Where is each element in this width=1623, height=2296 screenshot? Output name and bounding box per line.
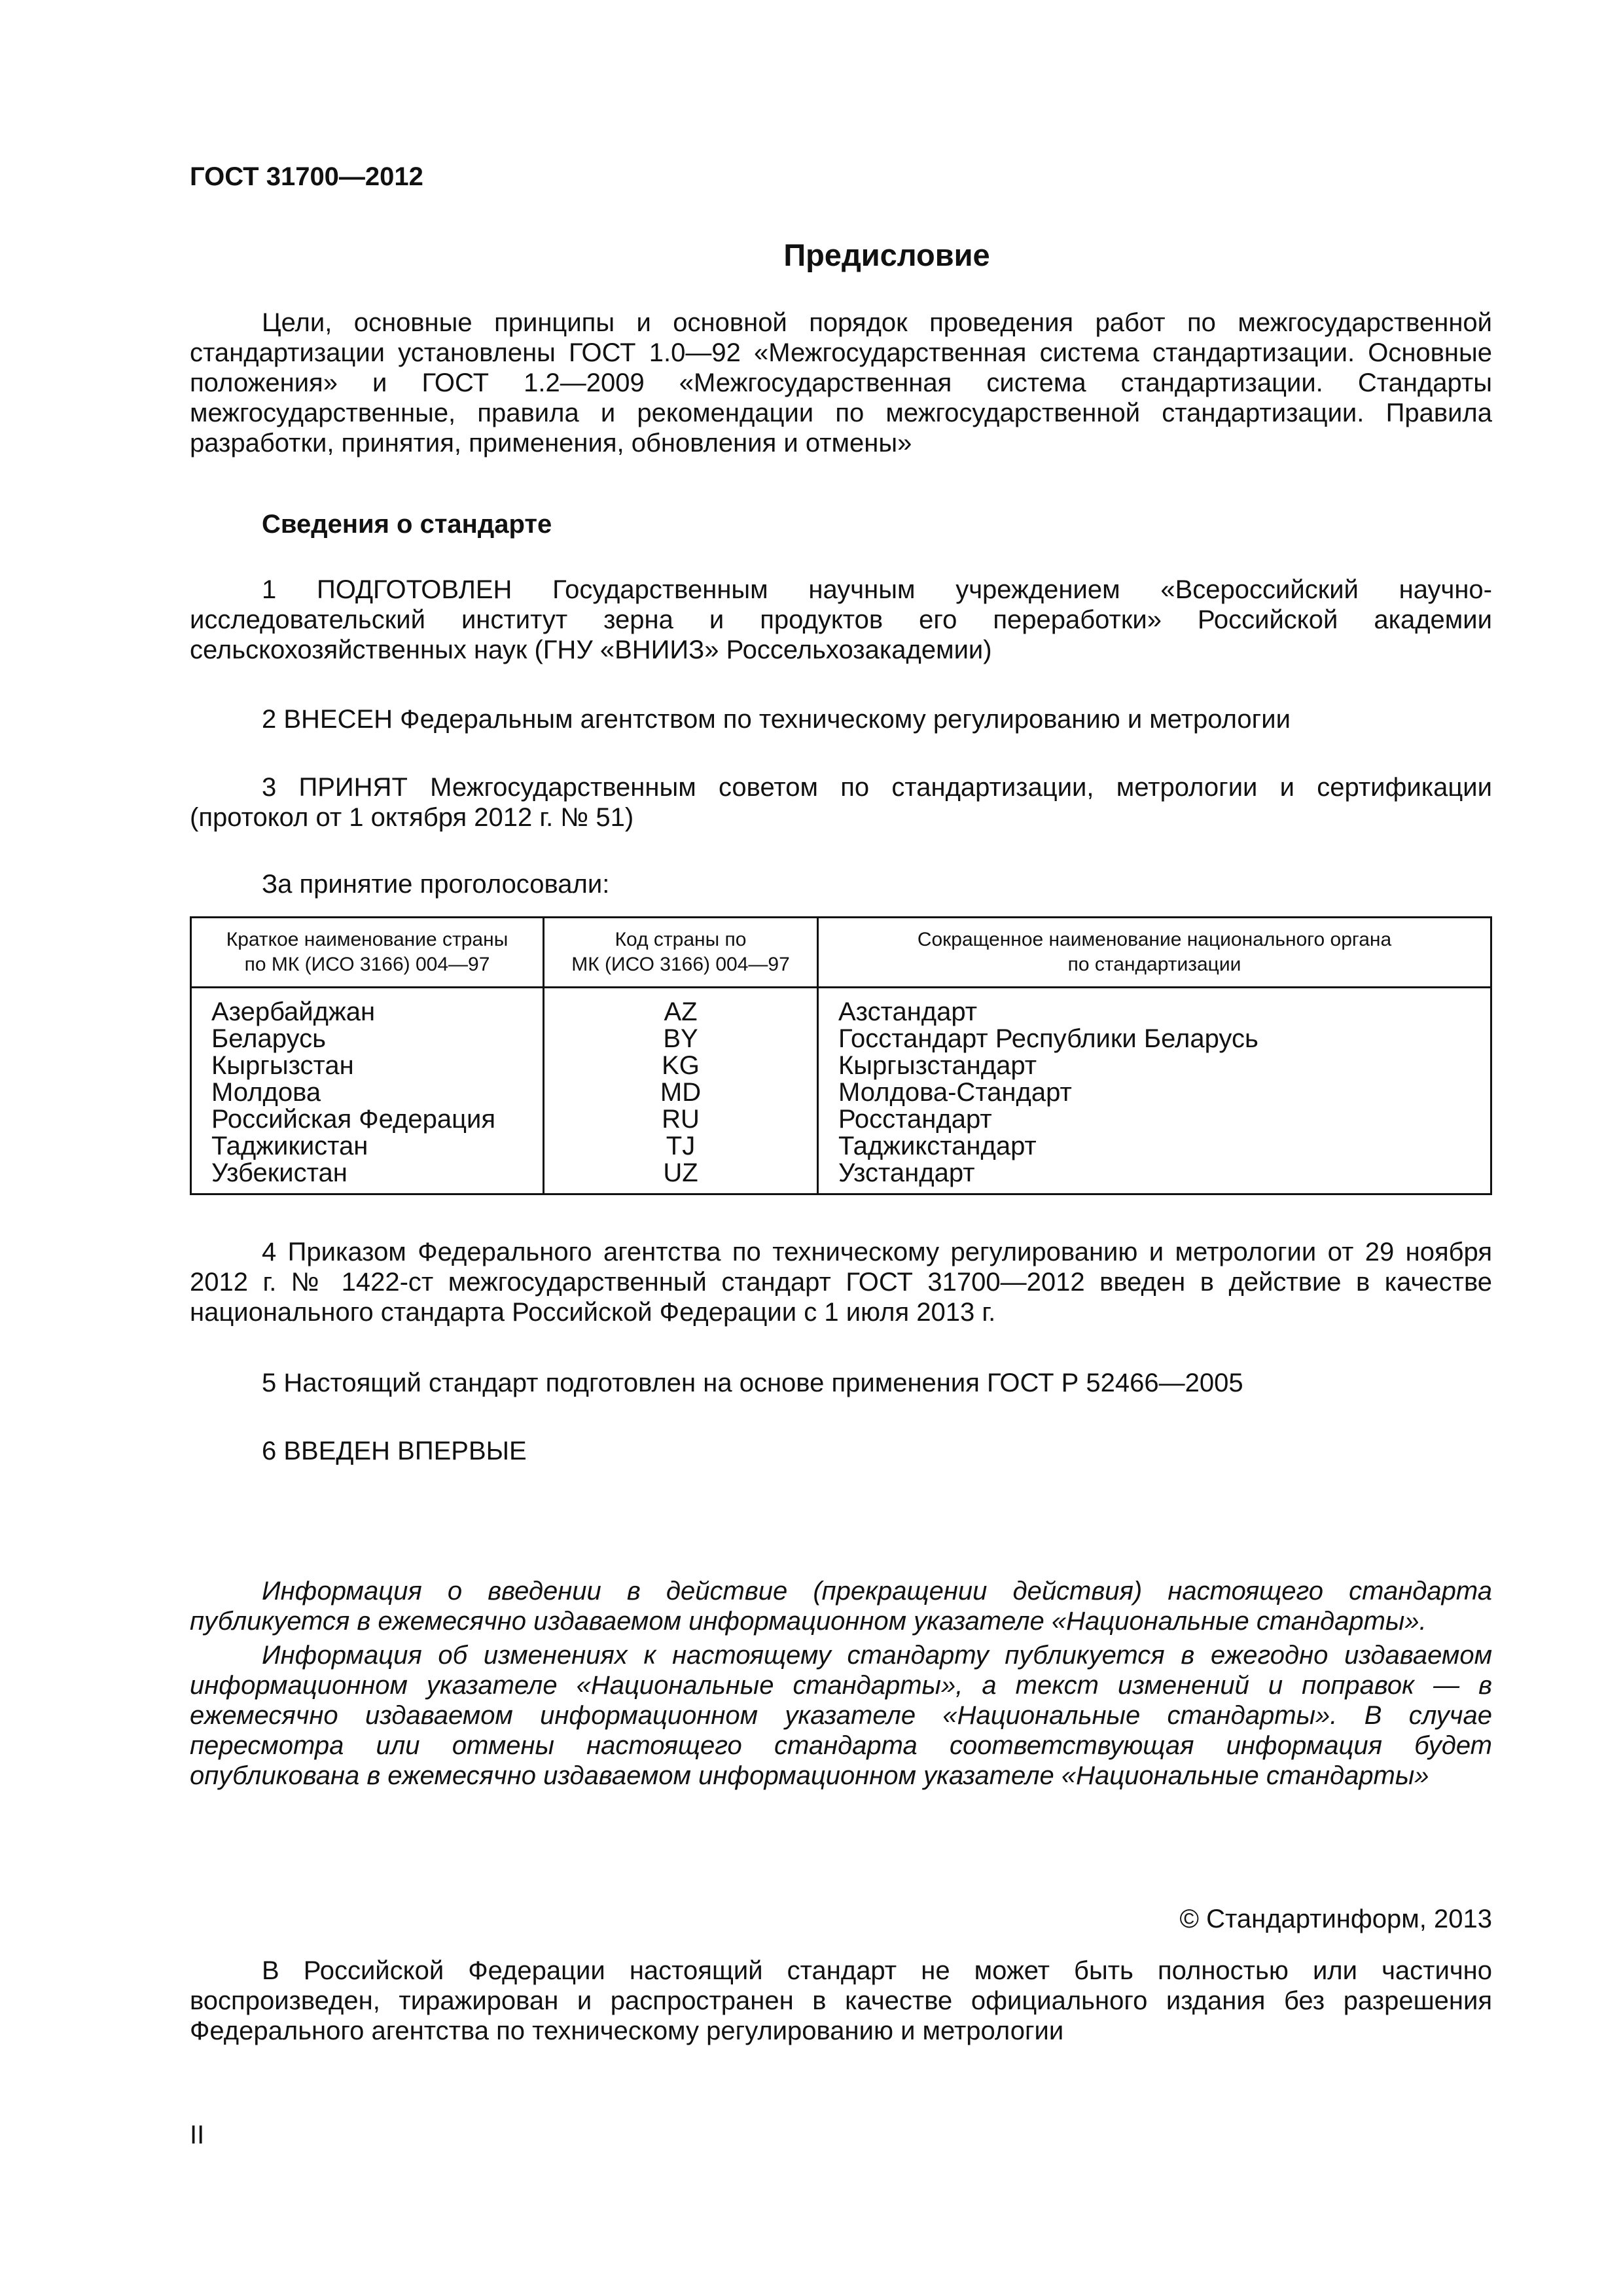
code-cell: MD [660,1078,702,1107]
code-cell: RU [662,1105,700,1134]
country-cell: Кыргызстан [211,1051,354,1080]
country-cell: Российская Федерация [211,1105,496,1134]
header-code-line1: Код страны по [615,929,747,950]
section-heading: Сведения о стандарте [262,510,552,539]
intro-paragraph: Цели, основные принципы и основной порядок проведения работ по межгосударственной стандартизации установлены ГОСТ 1.0—92 «Межгосударственная система стандартизации. Основные положения» и ГОСТ 1.2—2009 «Межгосударственная система стандартизации. Стандарты межгосударственные, правила и рекомендации по межгосударственной стандартизации. Правила разработки, принятия, применения, обновления и отмены» [190,308,1492,457]
item-5: 5 Настоящий стандарт подготовлен на основе применения ГОСТ Р 52466—2005 [262,1369,1243,1397]
country-cell: Азербайджан [211,997,376,1026]
body-cell: Таджикстандарт [838,1132,1037,1160]
header-country-line1: Краткое наименование страны [226,929,508,950]
page-number: II [190,2121,205,2149]
reproduction-notice: В Российской Федерации настоящий стандарт не может быть полностью или частично воспроизведен, тиражирован и распространен в качестве официального издания без разрешения Федерального агентства по техническому регулированию и метрологии [190,1956,1492,2045]
country-cell: Беларусь [211,1024,326,1053]
page-title: Предисловие [783,238,990,272]
header-body [818,918,1491,988]
header-body-line2: по стандартизации [1067,954,1241,975]
body-cell: Молдова-Стандарт [838,1078,1072,1107]
country-cell: Таджикистан [211,1132,368,1160]
header-country-line2: по МК (ИСО 3166) 004—97 [244,954,490,975]
code-cell: TJ [666,1132,696,1160]
item-6: 6 ВВЕДЕН ВПЕРВЫЕ [262,1437,527,1465]
code-cell: AZ [664,997,698,1026]
header-body-line1: Сокращенное наименование национального органа [917,929,1392,950]
header-country [191,918,544,988]
code-cell: UZ [663,1158,698,1187]
body-cell: Узстандарт [838,1158,975,1187]
country-column [191,988,544,1194]
code-column [544,988,818,1194]
table-header-row [191,918,1491,988]
info-paragraph-2: Информация об изменениях к настоящему стандарту публикуется в ежегодно издаваемом информационном указателе «Национальные стандарты», а текст изменений и поправок — в ежемесячно издаваемом информационном указателе «Национальные стандарты». В случае пересмотра или отмены настоящего стандарта соответствующая информация будет опубликована в ежемесячно издаваемом информационном указателе «Национальные стандарты» [190,1641,1492,1790]
code-cell: KG [662,1051,700,1080]
body-cell: Росстандарт [838,1105,992,1134]
header-code-line2: МК (ИСО 3166) 004—97 [571,954,790,975]
document-code: ГОСТ 31700—2012 [190,162,423,191]
item-2: 2 ВНЕСЕН Федеральным агентством по техническому регулированию и метрологии [262,705,1291,734]
code-cell: BY [663,1024,698,1053]
copyright: © Стандартинформ, 2013 [1179,1905,1492,1933]
country-cell: Узбекистан [211,1158,348,1187]
item-4: 4 Приказом Федерального агентства по техническому регулированию и метрологии от 29 ноября 2012 г. № 1422-ст межгосударственный стандарт ГОСТ 31700—2012 введен в действие в качестве национального стандарта Российской Федерации с 1 июля 2013 г. [190,1238,1492,1327]
country-cell: Молдова [211,1078,321,1107]
item-1: 1 ПОДГОТОВЛЕН Государственным научным учреждением «Всероссийский научно-исследовательский институт зерна и продуктов его переработки» Российской академии сельскохозяйственных наук (ГНУ «ВНИИЗ» Россельхозакадемии) [190,575,1492,664]
table-body-row [191,988,1491,1194]
body-cell: Госстандарт Республики Беларусь [838,1024,1258,1053]
body-cell: Азстандарт [838,997,978,1026]
item-3: 3 ПРИНЯТ Межгосударственным советом по стандартизации, метрологии и сертификации (протокол от 1 октября 2012 г. № 51) [190,773,1492,832]
voting-table [190,916,1492,1195]
header-code [544,918,818,988]
voted-label: За принятие проголосовали: [262,870,610,899]
body-cell: Кыргызстандарт [838,1051,1037,1080]
info-paragraph-1: Информация о введении в действие (прекращении действия) настоящего стандарта публикуется в ежемесячно издаваемом информационном указателе «Национальные стандарты». [190,1577,1492,1636]
body-column [818,988,1491,1194]
